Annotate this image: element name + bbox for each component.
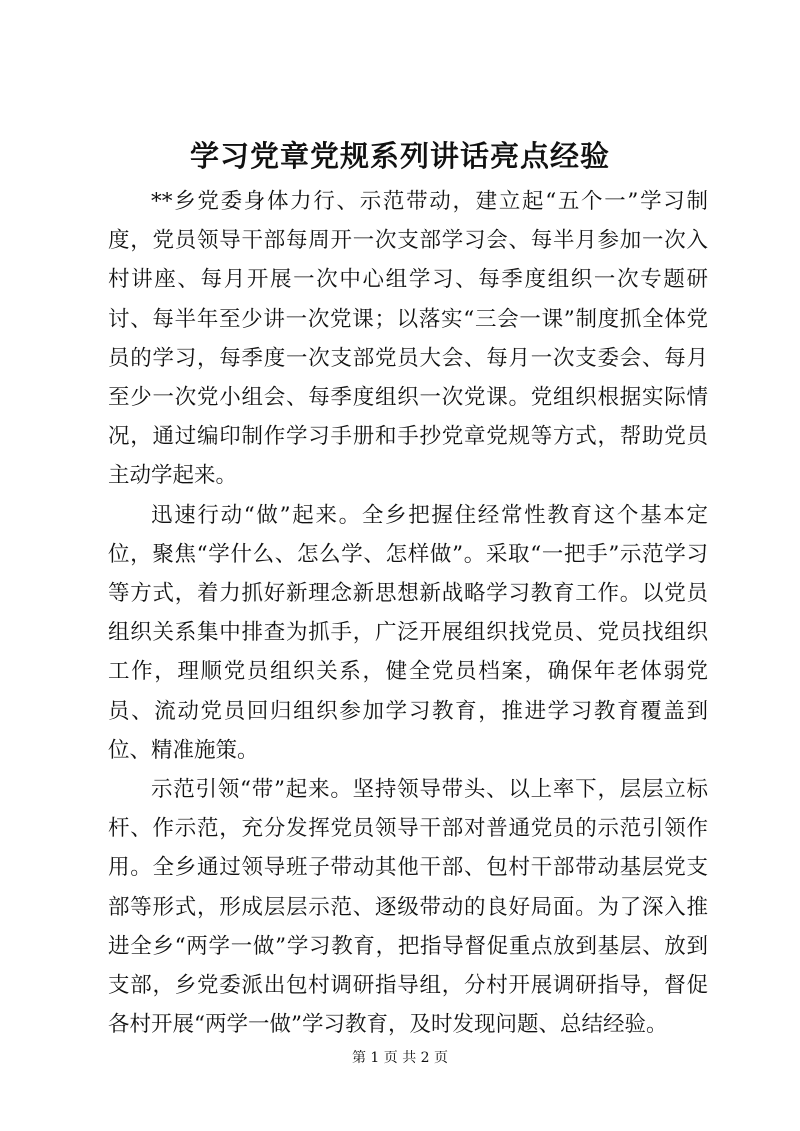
page-footer: 第 1 页 共 2 页 <box>351 1050 449 1066</box>
paragraph-3: 示范引领“带”起来。坚持领导带头、以上率下，层层立标杆、作示范，充分发挥党员领导干部对普通党员的示范引领作用。全乡通过领导班子带动其他干部、包村干部带动基层党支部等形式，形成层层示范、逐级带动的良好局面。为了深入推进全乡“两学一做”学习教育，把指导督促重点放到基层、放到支部，乡党委派出包村调研指导组，分村开展调研指导，督促各村开展“两学一做”学习教育，及时发现问题、总结经验。 <box>108 777 708 1038</box>
document-body <box>108 182 708 1044</box>
document-title: 学习党章党规系列讲话亮点经验 <box>189 139 610 173</box>
paragraph-1: **乡党委身体力行、示范带动，建立起“五个一”学习制度，党员领导干部每周开一次支部学习会、每半月参加一次入村讲座、每月开展一次中心组学习、每季度组织一次专题研讨、每半年至少讲一次党课；以落实“三会一课”制度抓全体党员的学习，每季度一次支部党员大会、每月一次支委会、每月至少一次党小组会、每季度组织一次党课。党组织根据实际情况，通过编印制作学习手册和手抄党章党规等方式，帮助党员主动学起来。 <box>108 189 708 489</box>
paragraph-2: 迅速行动“做”起来。全乡把握住经常性教育这个基本定位，聚焦“学什么、怎么学、怎样做”。采取“一把手”示范学习等方式，着力抓好新理念新思想新战略学习教育工作。以党员组织关系集中排查为抓手，广泛开展组织找党员、党员找组织工作，理顺党员组织关系，健全党员档案，确保年老体弱党员、流动党员回归组织参加学习教育，推进学习教育覆盖到位、精准施策。 <box>108 502 708 763</box>
